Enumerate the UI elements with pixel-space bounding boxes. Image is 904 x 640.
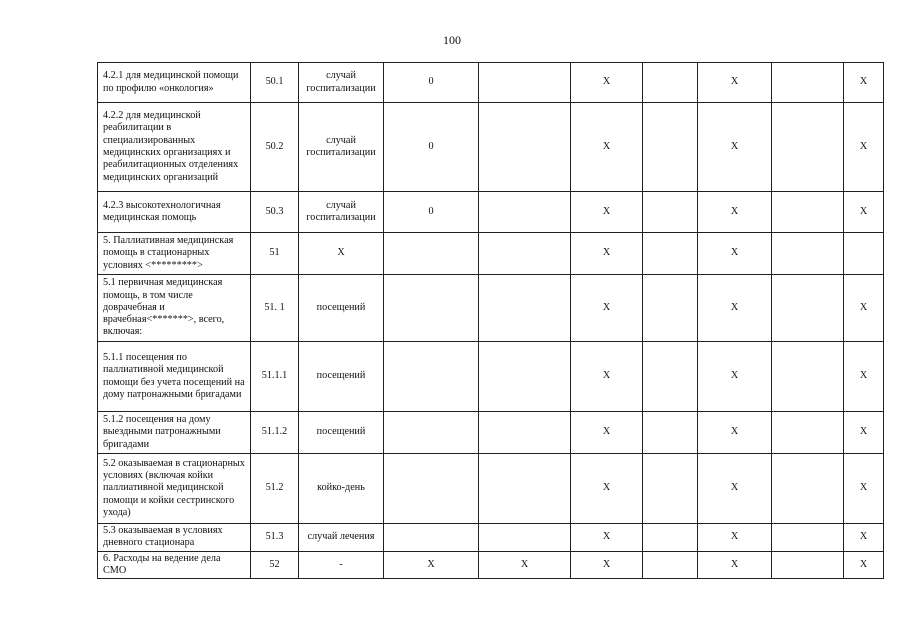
table-row — [98, 275, 884, 342]
row-code: 51.2 — [251, 454, 299, 524]
row-name: 5. Паллиативная медицинская помощь в стационарных условиях <*********> — [98, 233, 251, 275]
row-code: 52 — [251, 551, 299, 579]
cell-col3: 0 — [384, 103, 479, 192]
cell-col7: X — [698, 524, 772, 552]
cell-col6 — [643, 192, 698, 233]
cell-col3: X — [384, 551, 479, 579]
cell-col7: X — [698, 412, 772, 454]
cell-col3: 0 — [384, 192, 479, 233]
cell-col8 — [772, 454, 844, 524]
cell-col3 — [384, 412, 479, 454]
cell-col6 — [643, 342, 698, 412]
cell-col5: X — [571, 342, 643, 412]
cell-col3 — [384, 233, 479, 275]
data-table — [97, 62, 884, 579]
cell-col9: X — [844, 275, 884, 342]
cell-col5: X — [571, 275, 643, 342]
cell-col6 — [643, 63, 698, 103]
row-code: 50.3 — [251, 192, 299, 233]
cell-col6 — [643, 103, 698, 192]
cell-col5: X — [571, 524, 643, 552]
cell-col6 — [643, 551, 698, 579]
row-code: 50.1 — [251, 63, 299, 103]
cell-col3 — [384, 275, 479, 342]
cell-col5: X — [571, 454, 643, 524]
table-row — [98, 551, 884, 579]
row-name: 5.1.1 посещения по паллиативной медицинской помощи без учета посещений на дому патронажными бригадами — [98, 342, 251, 412]
cell-col7: X — [698, 192, 772, 233]
table-row — [98, 524, 884, 552]
cell-col5: X — [571, 233, 643, 275]
cell-col6 — [643, 275, 698, 342]
cell-col6 — [643, 454, 698, 524]
row-unit: случай госпитализации — [299, 103, 384, 192]
cell-col8 — [772, 103, 844, 192]
row-unit: случай лечения — [299, 524, 384, 552]
cell-col8 — [772, 63, 844, 103]
cell-col4 — [479, 275, 571, 342]
table-row — [98, 63, 884, 103]
page-number: 100 — [443, 33, 461, 47]
cell-col3 — [384, 342, 479, 412]
row-unit: посещений — [299, 275, 384, 342]
row-code: 51.1.2 — [251, 412, 299, 454]
row-name: 6. Расходы на ведение дела СМО — [98, 551, 251, 579]
cell-col9: X — [844, 342, 884, 412]
row-name: 4.2.1 для медицинской помощи по профилю «онкология» — [98, 63, 251, 103]
row-name: 5.3 оказываемая в условиях дневного стационара — [98, 524, 251, 552]
cell-col9 — [844, 233, 884, 275]
cell-col7: X — [698, 103, 772, 192]
table-row — [98, 454, 884, 524]
cell-col4 — [479, 192, 571, 233]
row-name: 5.2 оказываемая в стационарных условиях (включая койки паллиативной медицинской помощи и койки сестринского ухода) — [98, 454, 251, 524]
row-name: 4.2.3 высокотехнологичная медицинская помощь — [98, 192, 251, 233]
row-unit: посещений — [299, 412, 384, 454]
cell-col8 — [772, 275, 844, 342]
row-name: 5.1 первичная медицинская помощь, в том числе доврачебная и врачебная<*******>, всего, включая: — [98, 275, 251, 342]
cell-col5: X — [571, 551, 643, 579]
cell-col8 — [772, 233, 844, 275]
cell-col7: X — [698, 342, 772, 412]
cell-col9: X — [844, 524, 884, 552]
table-row — [98, 103, 884, 192]
cell-col8 — [772, 524, 844, 552]
cell-col5: X — [571, 192, 643, 233]
cell-col8 — [772, 342, 844, 412]
table-row — [98, 342, 884, 412]
cell-col5: X — [571, 63, 643, 103]
cell-col5: X — [571, 103, 643, 192]
cell-col5: X — [571, 412, 643, 454]
row-unit: койко-день — [299, 454, 384, 524]
cell-col4 — [479, 412, 571, 454]
cell-col4 — [479, 63, 571, 103]
cell-col6 — [643, 524, 698, 552]
cell-col9: X — [844, 412, 884, 454]
row-unit: - — [299, 551, 384, 579]
cell-col9: X — [844, 454, 884, 524]
row-unit: посещений — [299, 342, 384, 412]
cell-col6 — [643, 233, 698, 275]
row-name: 4.2.2 для медицинской реабилитации в специализированных медицинских организациях и реабилитационных отделениях медицинских организаций — [98, 103, 251, 192]
cell-col6 — [643, 412, 698, 454]
table-row — [98, 192, 884, 233]
cell-col9: X — [844, 192, 884, 233]
cell-col7: X — [698, 275, 772, 342]
cell-col7: X — [698, 63, 772, 103]
cell-col4 — [479, 233, 571, 275]
table-row — [98, 233, 884, 275]
row-code: 51.1.1 — [251, 342, 299, 412]
cell-col4: X — [479, 551, 571, 579]
row-unit: случай госпитализации — [299, 63, 384, 103]
row-code: 51.3 — [251, 524, 299, 552]
cell-col4 — [479, 342, 571, 412]
cell-col9: X — [844, 551, 884, 579]
row-code: 51. 1 — [251, 275, 299, 342]
row-code: 50.2 — [251, 103, 299, 192]
cell-col8 — [772, 192, 844, 233]
cell-col4 — [479, 524, 571, 552]
row-name: 5.1.2 посещения на дому выездными патронажными бригадами — [98, 412, 251, 454]
cell-col3 — [384, 524, 479, 552]
cell-col3: 0 — [384, 63, 479, 103]
table-row — [98, 412, 884, 454]
cell-col7: X — [698, 454, 772, 524]
cell-col4 — [479, 103, 571, 192]
row-code: 51 — [251, 233, 299, 275]
row-unit: X — [299, 233, 384, 275]
cell-col3 — [384, 454, 479, 524]
cell-col4 — [479, 454, 571, 524]
cell-col8 — [772, 412, 844, 454]
cell-col7: X — [698, 233, 772, 275]
row-unit: случай госпитализации — [299, 192, 384, 233]
cell-col7: X — [698, 551, 772, 579]
cell-col9: X — [844, 63, 884, 103]
cell-col9: X — [844, 103, 884, 192]
cell-col8 — [772, 551, 844, 579]
